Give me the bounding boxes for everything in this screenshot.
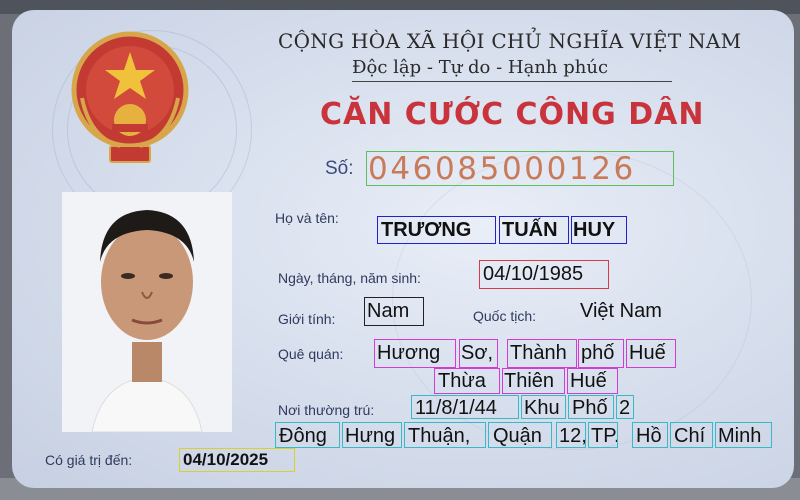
residence-word: Hồ — [636, 425, 662, 447]
residence-word: Đông — [279, 425, 327, 447]
residence-word-box — [342, 422, 402, 448]
name-word: TUẤN — [502, 219, 558, 241]
hometown-word: Thành — [510, 342, 567, 364]
card-title: CĂN CƯỚC CÔNG DÂN — [320, 97, 705, 132]
hometown-word-box — [507, 339, 577, 368]
residence-word-box — [588, 422, 618, 448]
residence-word-box — [556, 422, 586, 448]
nationality-value: Việt Nam — [580, 300, 662, 322]
hometown-word-box — [434, 368, 500, 394]
hometown-word: phố — [581, 342, 615, 364]
hometown-word-box — [374, 339, 456, 368]
residence-word-box — [616, 395, 634, 419]
country-header: CỘNG HÒA XÃ HỘI CHỦ NGHĨA VIỆT NAM — [278, 29, 742, 53]
hometown-word-box — [626, 339, 676, 368]
name-word-box — [571, 216, 627, 244]
hometown-word: Huế — [629, 342, 666, 364]
hometown-word: Thừa — [438, 370, 486, 392]
residence-word: Thuận, — [408, 425, 471, 447]
residence-word-box — [275, 422, 340, 448]
residence-word: Chí — [674, 425, 706, 447]
hometown-word-box — [578, 339, 624, 368]
id-number: 046085000126 — [368, 151, 636, 187]
dob-value: 04/10/1985 — [483, 263, 584, 285]
residence-word: Phố — [572, 397, 608, 419]
residence-word-box — [411, 395, 519, 419]
hometown-word: Hương — [377, 342, 441, 364]
residence-word: Khu — [524, 397, 560, 419]
residence-word: 2 — [619, 397, 631, 419]
residence-word: 12, — [559, 425, 587, 447]
dob-label: Ngày, tháng, năm sinh: — [278, 270, 421, 286]
hometown-word-box — [567, 368, 618, 394]
expiry-value: 04/10/2025 — [183, 450, 269, 469]
residence-word: Quận — [493, 425, 542, 447]
hometown-word-box — [502, 368, 565, 394]
residence-word: TP. — [591, 425, 620, 447]
id-number-label: Số: — [325, 158, 354, 179]
residence-word: 11/8/1/44 — [415, 397, 497, 419]
hometown-label: Quê quán: — [278, 346, 344, 362]
name-word: TRƯƠNG — [381, 219, 472, 241]
residence-label: Nơi thường trú: — [278, 402, 375, 418]
residence-word-box — [632, 422, 668, 448]
residence-word-box — [568, 395, 614, 419]
residence-word-box — [488, 422, 552, 448]
residence-word-box — [404, 422, 486, 448]
residence-word-box — [670, 422, 713, 448]
motto-header: Độc lập - Tự do - Hạnh phúc — [352, 57, 609, 78]
name-word: HUY — [573, 219, 616, 241]
hometown-word: Huế — [570, 370, 607, 392]
hometown-word: Thiên — [504, 370, 555, 392]
sex-value: Nam — [367, 300, 410, 322]
name-label: Họ và tên: — [275, 210, 339, 226]
name-word-box — [499, 216, 569, 244]
motto-underline — [352, 81, 672, 82]
expiry-box — [179, 448, 295, 472]
residence-word: Hưng — [345, 425, 396, 447]
name-word-box — [377, 216, 496, 244]
id-number-box — [366, 151, 674, 186]
hometown-word: Sơ, — [461, 342, 494, 364]
dob-box — [479, 260, 609, 289]
residence-word-box — [715, 422, 772, 448]
sex-label: Giới tính: — [278, 311, 336, 327]
expiry-label: Có giá trị đến: — [45, 452, 133, 468]
residence-word-box — [521, 395, 566, 419]
nationality-label: Quốc tịch: — [473, 308, 537, 324]
sex-box — [364, 297, 424, 326]
hometown-word-box — [459, 339, 498, 368]
portrait-photo — [62, 192, 232, 432]
residence-word: Minh — [718, 425, 762, 447]
national-emblem-icon — [70, 28, 190, 168]
